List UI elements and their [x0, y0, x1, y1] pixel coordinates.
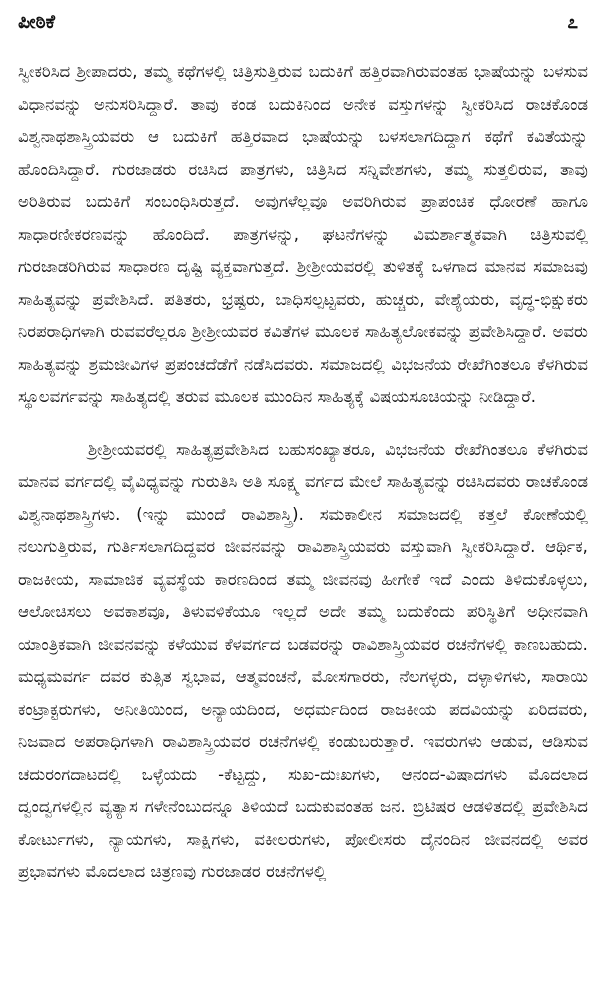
running-title: ಪೀಠಿಕೆ: [18, 11, 55, 33]
paragraph-2: ಶ್ರೀಶ್ರೀಯವರಲ್ಲಿ ಸಾಹಿತ್ಯಪ್ರವೇಶಿಸಿದ ಬಹುಸಂಖ್ಯಾತರೂ, ವಿಭಜನೆಯ ರೇಖೆಗಿಂತಲೂ ಕೆಳಗಿರುವ ಮಾನವ ವರ್ಗದಲ್ಲಿ ವೈವಿಧ್ಯವನ್ನು ಗುರುತಿಸಿ ಅತಿ ಸೂಕ್ಷ್ಮ ವರ್ಗದ ಮೇಲೆ ಸಾಹಿತ್ಯವನ್ನು ರಚಿಸಿದವರು ರಾಚಕೊಂಡ ವಿಶ್ವನಾಥಶಾಸ್ತ್ರಿಗಳು. (ಇನ್ನು ಮುಂದೆ ರಾವಿಶಾಸ್ತ್ರಿ). ಸಮಕಾಲೀನ ಸಮಾಜದಲ್ಲಿ ಕತ್ತಲೆ ಕೋಣೆಯಲ್ಲಿ ನಲುಗುತ್ತಿರುವ, ಗುರ್ತಿಸಲಾಗದಿದ್ದವರ ಜೀವನವನ್ನು ರಾವಿಶಾಸ್ತ್ರಿಯವರು ವಸ್ತುವಾಗಿ ಸ್ವೀಕರಿಸಿದ್ದಾರೆ. ಆರ್ಥಿಕ, ರಾಜಕೀಯ, ಸಾಮಾಜಿಕ ವ್ಯವಸ್ಥೆಯ ಕಾರಣದಿಂದ ತಮ್ಮ ಜೀವನವು ಹೀಗೇಕೆ ಇದೆ ಎಂದು ತಿಳಿದುಕೊಳ್ಳಲು, ಆಲೋಚಿಸಲು ಅವಕಾಶವೂ, ತಿಳುವಳಿಕೆಯೂ ಇಲ್ಲದೆ ಅದೇ ತಮ್ಮ ಬದುಕೆಂದು ಪರಿಸ್ಥಿತಿಗೆ ಅಧೀನವಾಗಿ ಯಾಂತ್ರಿಕವಾಗಿ ಜೀವನವನ್ನು ಕಳೆಯುವ ಕೆಳವರ್ಗದ ಬಡವರನ್ನು ರಾವಿಶಾಸ್ತ್ರಿಯವರ ರಚನೆಗಳಲ್ಲಿ ಕಾಣಬಹುದು. ಮಧ್ಯಮವರ್ಗ ದವರ ಕುತ್ಸಿತ ಸ್ವಭಾವ, ಆತ್ಮವಂಚನೆ, ಮೋಸಗಾರರು, ನೆಲಗಳ್ಳರು, ದಳ್ಳಾಳಿಗಳು, ಸಾರಾಯಿ ಕಂಟ್ರಾಕ್ಟರುಗಳು, ಅನೀತಿಯಿಂದ, ಅನ್ಯಾಯದಿಂದ, ಅಧರ್ಮದಿಂದ ರಾಜಕೀಯ ಪದವಿಯನ್ನು ಏರಿದವರು, ನಿಜವಾದ ಅಪರಾಧಿಗಳಾಗಿ ರಾವಿಶಾಸ್ತ್ರಿಯವರ ರಚನೆಗಳಲ್ಲಿ ಕಂಡುಬರುತ್ತಾರೆ. ಇವರುಗಳು ಆಡುವ, ಆಡಿಸುವ ಚದುರಂಗದಾಟದಲ್ಲಿ ಒಳ್ಳೆಯದು -ಕೆಟ್ಟದ್ದು, ಸುಖ-ದುಃಖಗಳು, ಆನಂದ-ವಿಷಾದಗಳು ಮೊದಲಾದ ದ್ವಂದ್ವಗಳಲ್ಲಿನ ವ್ಯತ್ಯಾಸ ಗಳೇನೆಂಬುದನ್ನೂ ತಿಳಿಯದೆ ಬದುಕುವಂತಹ ಜನ. ಬ್ರಿಟಿಷರ ಆಡಳಿತದಲ್ಲಿ ಪ್ರವೇಶಿಸಿದ ಕೋರ್ಟುಗಳು, ನ್ಯಾಯಗಳು, ಸಾಕ್ಷಿಗಳು, ವಕೀಲರುಗಳು, ಪೋಲೀಸರು ದೈನಂದಿನ ಜೀವನದಲ್ಲಿ ಅವರ ಪ್ರಭಾವಗಳು ಮೊದಲಾದ ಚಿತ್ರಣವು ಗುರಜಾಡರ ರಚನೆಗಳಲ್ಲಿ: [18, 439, 588, 881]
paragraph-1: ಸ್ವೀಕರಿಸಿದ ಶ್ರೀಪಾದರು, ತಮ್ಮ ಕಥೆಗಳಲ್ಲಿ ಚಿತ್ರಿಸುತ್ತಿರುವ ಬದುಕಿಗೆ ಹತ್ತಿರವಾಗಿರುವಂತಹ ಭಾಷೆಯನ್ನು ಬಳಸುವ ವಿಧಾನವನ್ನು ಅನುಸರಿಸಿದ್ದಾರೆ. ತಾವು ಕಂಡ ಬದುಕಿನಿಂದ ಅನೇಕ ವಸ್ತುಗಳನ್ನು ಸ್ವೀಕರಿಸಿದ ರಾಚಕೊಂಡ ವಿಶ್ವನಾಥಶಾಸ್ತ್ರಿಯವರು ಆ ಬದುಕಿಗೆ ಹತ್ತಿರವಾದ ಭಾಷೆಯನ್ನು ಬಳಸಲಾಗದಿದ್ದಾಗ ಕಥೆಗೆ ಕವಿತೆಯನ್ನು ಹೊಂದಿಸಿದ್ದಾರೆ. ಗುರಜಾಡರು ರಚಿಸಿದ ಪಾತ್ರಗಳು, ಚಿತ್ರಿಸಿದ ಸನ್ನಿವೇಶಗಳು, ತಮ್ಮ ಸುತ್ತಲಿರುವ, ತಾವು ಅರಿತಿರುವ ಬದುಕಿಗೆ ಸಂಬಂಧಿಸಿರುತ್ತದೆ. ಅವುಗಳೆಲ್ಲವೂ ಅವರಿಗಿರುವ ಪ್ರಾಪಂಚಿಕ ಧೋರಣೆ ಹಾಗೂ ಸಾಧಾರಣೀಕರಣವನ್ನು ಹೊಂದಿದೆ. ಪಾತ್ರಗಳನ್ನು, ಘಟನೆಗಳನ್ನು ವಿಮರ್ಶಾತ್ಮಕವಾಗಿ ಚಿತ್ರಿಸುವಲ್ಲಿ ಗುರಜಾಡರಿಗಿರುವ ಸಾಧಾರಣ ದೃಷ್ಟಿ ವ್ಯಕ್ತವಾಗುತ್ತದೆ. ಶ್ರೀಶ್ರೀಯವರಲ್ಲಿ ತುಳಿತಕ್ಕೆ ಒಳಗಾದ ಮಾನವ ಸಮಾಜವು ಸಾಹಿತ್ಯವನ್ನು ಪ್ರವೇಶಿಸಿದೆ. ಪತಿತರು, ಭ್ರಷ್ಟರು, ಬಾಧಿಸಲ್ಪಟ್ಟವರು, ಹುಚ್ಚರು, ವೇಶ್ಯೆಯರು, ವೃದ್ಧ-ಭಿಕ್ಷುಕರು ನಿರಪರಾಧಿಗಳಾಗಿ ರುವವರೆಲ್ಲರೂ ಶ್ರೀಶ್ರೀಯವರ ಕವಿತೆಗಳ ಮೂಲಕ ಸಾಹಿತ್ಯಲೋಕವನ್ನು ಪ್ರವೇಶಿಸಿದ್ದಾರೆ. ಅವರು ಸಾಹಿತ್ಯವನ್ನು ಶ್ರಮಜೀವಿಗಳ ಪ್ರಪಂಚದೆಡೆಗೆ ನಡೆಸಿದವರು. ಸಮಾಜದಲ್ಲಿ ವಿಭಜನೆಯ ರೇಖೆಗಿಂತಲೂ ಕೆಳಗಿರುವ ಸ್ಥೂಲವರ್ಗವನ್ನು ಸಾಹಿತ್ಯದಲ್ಲಿ ತರುವ ಮೂಲಕ ಮುಂದಿನ ಸಾಹಿತ್ಯಕ್ಕೆ ವಿಷಯಸೂಚಿಯನ್ನು ನೀಡಿದ್ದಾರೆ.: [18, 62, 588, 406]
body-text: [18, 56, 588, 889]
page-header: [18, 6, 578, 38]
page-number: ೭: [567, 11, 578, 33]
